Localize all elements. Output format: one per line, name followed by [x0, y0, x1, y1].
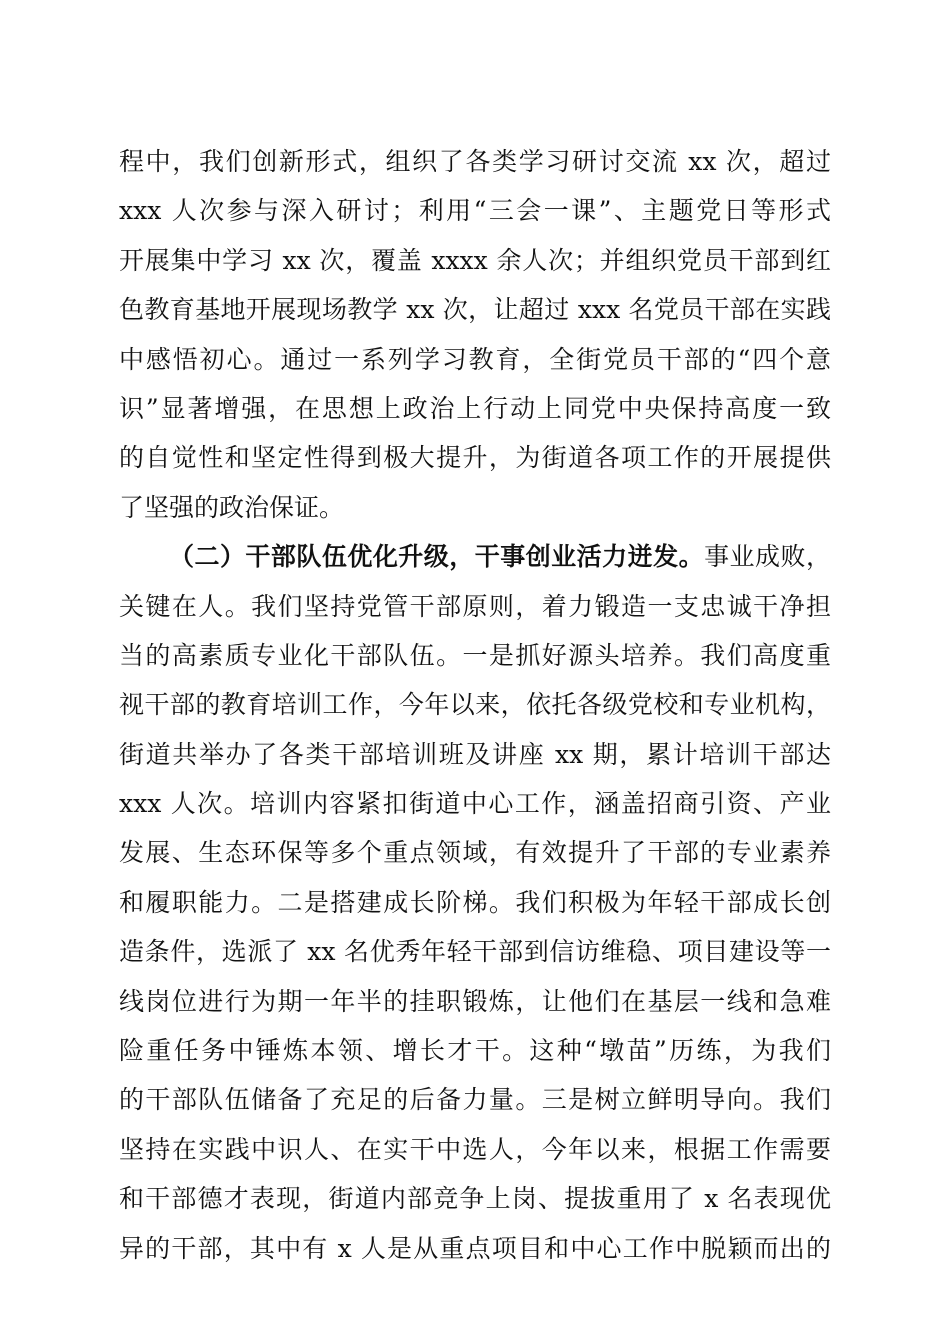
paragraph-2-line: 的干部队伍储备了充足的后备力量。三是树立鲜明导向。我们	[119, 1085, 831, 1115]
paragraph-1-line: 识”显著增强，在思想上政治上行动上同党中央保持高度一致	[119, 393, 831, 423]
paragraph-2-line: 关键在人。我们坚持党管干部原则，着力锻造一支忠诚干净担	[119, 591, 831, 621]
paragraph-2-line: xxx 人次。培训内容紧扣街道中心工作，涵盖招商引资、产业	[119, 789, 831, 819]
paragraph-1-line: 色教育基地开展现场教学 xx 次，让超过 xxx 名党员干部在实践	[119, 295, 831, 325]
paragraph-1-line: 开展集中学习 xx 次，覆盖 xxxx 余人次；并组织党员干部到红	[119, 245, 831, 275]
paragraph-2-line: 异的干部，其中有 x 人是从重点项目和中心工作中脱颖而出的	[119, 1233, 831, 1263]
paragraph-2-first-line-rest: 事业成败，	[704, 542, 831, 572]
paragraph-2-line: 视干部的教育培训工作，今年以来，依托各级党校和专业机构，	[119, 690, 831, 720]
paragraph-1-line: 中感悟初心。通过一系列学习教育，全街党员干部的“四个意	[119, 344, 831, 374]
paragraph-2-line: 和履职能力。二是搭建成长阶梯。我们积极为年轻干部成长创	[119, 887, 831, 917]
body-text	[119, 137, 831, 1273]
paragraph-2-line: 线岗位进行为期一年半的挂职锻炼，让他们在基层一线和急难	[119, 986, 831, 1016]
paragraph-1-line: 了坚强的政治保证。	[119, 492, 345, 522]
paragraph-2-line: 街道共举办了各类干部培训班及讲座 xx 期，累计培训干部达	[119, 739, 831, 769]
paragraph-1-line: xxx 人次参与深入研讨；利用“三会一课”、主题党日等形式	[119, 196, 831, 226]
paragraph-2-line: 造条件，选派了 xx 名优秀年轻干部到信访维稳、项目建设等一	[119, 937, 831, 967]
paragraph-2-line: 当的高素质专业化干部队伍。一是抓好源头培养。我们高度重	[119, 640, 831, 670]
paragraph-2-line: 和干部德才表现，街道内部竞争上岗、提拔重用了 x 名表现优	[119, 1184, 831, 1214]
paragraph-1-line: 的自觉性和坚定性得到极大提升，为街道各项工作的开展提供	[119, 443, 831, 473]
paragraph-2-line: 坚持在实践中识人、在实干中选人，今年以来，根据工作需要	[119, 1134, 831, 1164]
paragraph-2-first-line	[119, 532, 831, 581]
paragraph-1-line: 程中，我们创新形式，组织了各类学习研讨交流 xx 次，超过	[119, 147, 831, 176]
section-heading: （二）干部队伍优化升级，干事创业活力迸发。	[169, 542, 705, 572]
paragraph-2-line: 发展、生态环保等多个重点领域，有效提升了干部的专业素养	[119, 838, 831, 868]
paragraph-2-line: 险重任务中锤炼本领、增长才干。这种“墩苗”历练，为我们	[119, 1036, 831, 1066]
